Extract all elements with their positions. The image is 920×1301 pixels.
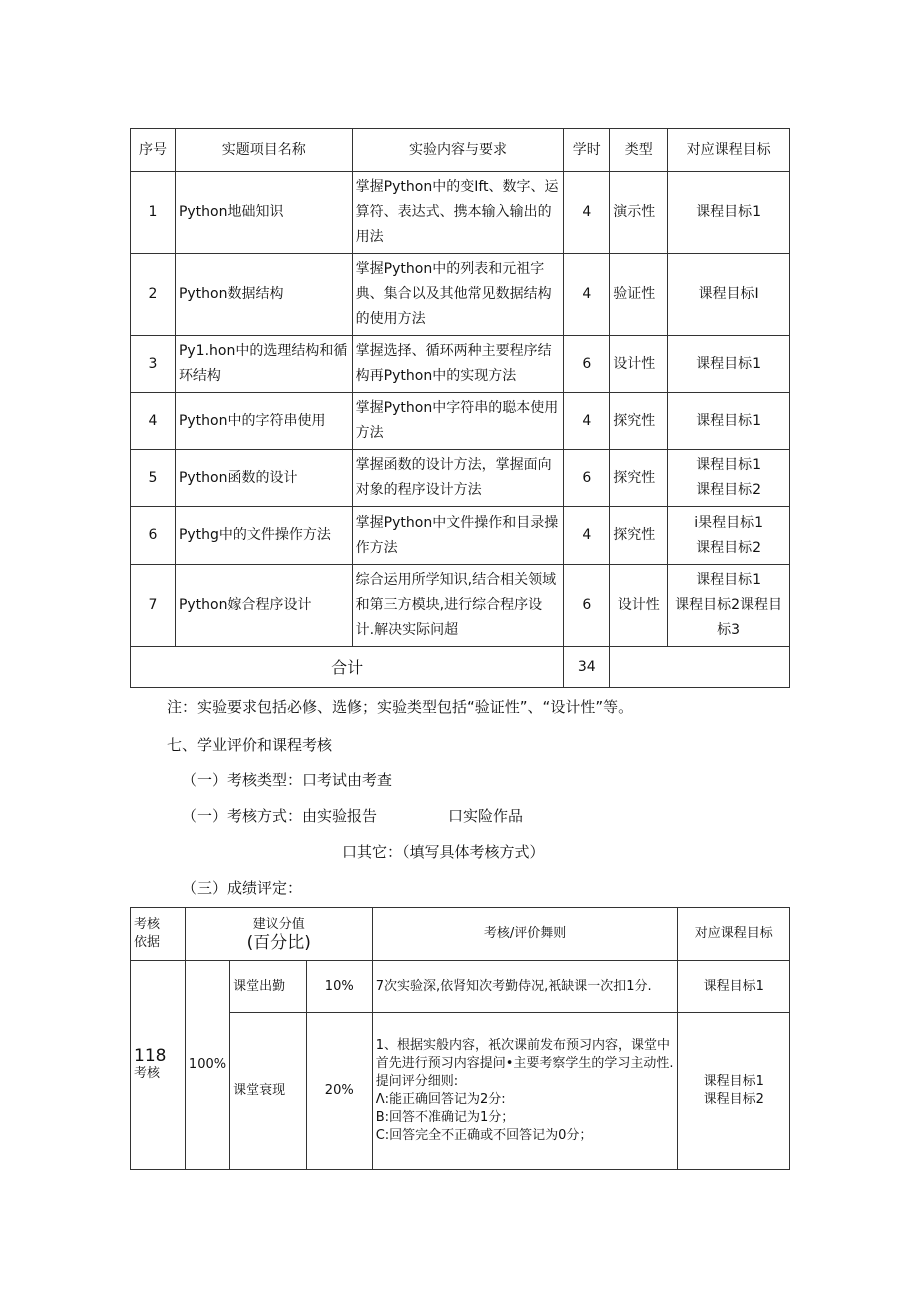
grading-table: [130, 907, 790, 1170]
header-score-bottom: (百分比): [246, 933, 311, 953]
project-goal: 课程目标1: [668, 172, 790, 254]
project-content: 掌握Python中的列表和元祖字典、集合以及其他常见数据结构的使用方法: [352, 254, 564, 336]
grading-rule: 1、根据实般内容，衹次课前发布预习内容，课堂中首先进行预习内容提问•主要考察学生的学习主动性. 提问评分细则: Λ:能正确回答记为2分: B:回答不准确记为1分； C:回答完全不正确或不回答记为0分；: [372, 1013, 678, 1170]
row-number: 7: [131, 565, 176, 647]
project-hours: 4: [564, 172, 610, 254]
project-hours: 4: [564, 507, 610, 565]
total-empty-cell: [610, 647, 790, 688]
basis-label: 考核: [134, 1066, 161, 1081]
grading-item: 课堂衰现: [230, 1013, 307, 1170]
total-row: [131, 647, 790, 688]
table-row: [131, 336, 790, 393]
project-content: 掌握Python中文件操作和目录操作方法: [352, 507, 564, 565]
grading-rule: 7次实验深,依肾知次考勤侍况,衹缺课一次扣1分.: [372, 961, 678, 1013]
project-type: 验证性: [610, 254, 668, 336]
table-row: [131, 507, 790, 565]
header-cell: 类型: [610, 129, 668, 172]
project-type: 探究性: [610, 507, 668, 565]
project-goal: 课程目标1 课程目标2课程目标3: [668, 565, 790, 647]
header-score-top: 建议分值: [252, 917, 305, 932]
table-row: [131, 172, 790, 254]
basis-cell: [131, 961, 186, 1170]
project-type: 设计性: [610, 565, 668, 647]
project-content: 综合运用所学知识,结合相关领域和第三方模块,进行综合程序设计.解决实际问超: [352, 565, 564, 647]
project-hours: 6: [564, 565, 610, 647]
grading-goal: 课程目标1: [678, 961, 790, 1013]
row-number: 4: [131, 393, 176, 450]
header-cell: 实验内容与要求: [352, 129, 564, 172]
grading-percent: 10%: [306, 961, 372, 1013]
project-type: 设计性: [610, 336, 668, 393]
header-basis: 考核 依据: [131, 908, 186, 961]
project-name: Python地础知识: [175, 172, 352, 254]
project-goal: 课程目标1: [668, 336, 790, 393]
project-goal: i果程目标1 课程目标2: [668, 507, 790, 565]
row-number: 2: [131, 254, 176, 336]
project-type: 探究性: [610, 450, 668, 507]
total-label: 合计: [131, 647, 564, 688]
project-content: 掌握Python中的变Ift、数字、运算符、表达式、携本输入输出的用法: [352, 172, 564, 254]
table-row: [131, 393, 790, 450]
project-hours: 6: [564, 450, 610, 507]
project-name: Python中的字符串使用: [175, 393, 352, 450]
section-heading: 七、学业评价和课程考核: [167, 736, 333, 754]
project-name: Python数据结构: [175, 254, 352, 336]
grading-item: 课堂出勤: [230, 961, 307, 1013]
grading-row: [131, 961, 790, 1013]
project-content: 掌握函数的设计方法，掌握面向对象的程序设计方法: [352, 450, 564, 507]
project-hours: 4: [564, 393, 610, 450]
project-type: 演示性: [610, 172, 668, 254]
project-name: Py1.hon中的选理结构和循环结构: [175, 336, 352, 393]
header-cell: 学时: [564, 129, 610, 172]
project-content: 掌握Python中字符串的聪本使用方法: [352, 393, 564, 450]
project-type: 探究性: [610, 393, 668, 450]
grading-header-row: [131, 908, 790, 961]
row-number: 3: [131, 336, 176, 393]
header-cell: 对应课程目标: [668, 129, 790, 172]
basis-number: 118: [134, 1046, 167, 1066]
row-number: 6: [131, 507, 176, 565]
table-row: [131, 450, 790, 507]
header-cell: 序号: [131, 129, 176, 172]
exam-method: （一）考核方式：由实验报告: [182, 807, 378, 825]
header-cell: 实题项目名称: [175, 129, 352, 172]
grading-goal: 课程目标1 课程目标2: [678, 1013, 790, 1170]
header-score: [185, 908, 372, 961]
table-row: [131, 254, 790, 336]
exam-method-option: 口实险作品: [448, 807, 524, 825]
exam-other: 口其它：（填写具体考核方式）: [342, 843, 545, 861]
project-content: 掌握选择、循环两种主要程序结构再Python中的实现方法: [352, 336, 564, 393]
grading-percent: 20%: [306, 1013, 372, 1170]
project-name: Python嫁合程序设计: [175, 565, 352, 647]
table-header-row: [131, 129, 790, 172]
grading-row: [131, 1013, 790, 1170]
total-percent: 100%: [185, 961, 229, 1170]
project-goal: 课程目标1: [668, 393, 790, 450]
experiment-table: [130, 128, 790, 688]
table-note: 注：实验要求包括必修、选修；实验类型包括“验证性”、“设计性”等。: [167, 698, 634, 716]
row-number: 5: [131, 450, 176, 507]
project-name: Python函数的设计: [175, 450, 352, 507]
row-number: 1: [131, 172, 176, 254]
header-goal: 对应课程目标: [678, 908, 790, 961]
project-hours: 6: [564, 336, 610, 393]
exam-type: （一）考核类型：口考试由考查: [182, 771, 393, 789]
header-rule: 考核/评价舞则: [372, 908, 678, 961]
project-hours: 4: [564, 254, 610, 336]
project-goal: 课程目标I: [668, 254, 790, 336]
project-goal: 课程目标1 课程目标2: [668, 450, 790, 507]
table-row: [131, 565, 790, 647]
total-hours: 34: [564, 647, 610, 688]
project-name: Pythg中的文件操作方法: [175, 507, 352, 565]
grade-heading: （三）成绩评定：: [182, 879, 303, 897]
